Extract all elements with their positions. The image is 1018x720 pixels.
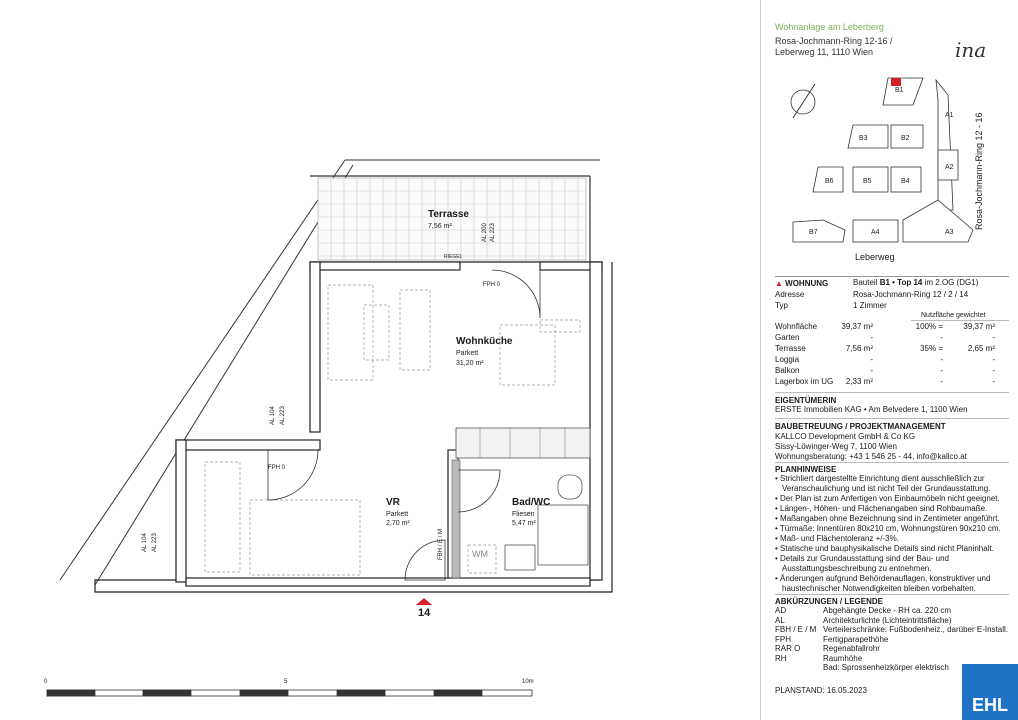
note-item: • Der Plan ist zum Anfertigen von Einbaumöbeln nicht geeignet.	[775, 494, 1000, 503]
notes-title: PLANHINWEISE	[775, 465, 837, 474]
note-item: • Maß- und Flächentoleranz +/-3%.	[775, 534, 899, 543]
legend-title: ABKÜRZUNGEN / LEGENDE	[775, 597, 884, 606]
weighted-header: Nutzfläche gewichtet	[921, 312, 986, 319]
svg-text:A1: A1	[945, 112, 954, 119]
room-terrace-name: Terrasse	[428, 209, 469, 220]
walls	[95, 262, 612, 592]
area-row-percent: -	[940, 366, 943, 375]
svg-text:B6: B6	[825, 178, 834, 185]
entry-arrow-icon	[416, 598, 432, 605]
doors	[268, 270, 540, 580]
legend-key: AD	[775, 606, 787, 615]
kitchen-counter	[456, 428, 590, 458]
legend-row	[775, 635, 1011, 645]
note-item: • Strichliert dargestellte Einrichtung dient ausschließlich zur Veranschaulichung und ist nicht Teil der Grundausstattung.	[775, 474, 991, 493]
scale-bar	[47, 690, 532, 696]
shower-icon	[538, 505, 588, 565]
room-vr-area: 2,70 m²	[386, 520, 410, 527]
area-row-weighted: -	[992, 333, 995, 342]
svg-text:B1: B1	[895, 87, 904, 94]
area-row-label: Garten	[775, 333, 800, 342]
legend-key: FPH	[775, 634, 791, 644]
note-item: • Änderungen aufgrund Behördenauflagen, konstruktiver und haustechnischer Notwendigkeiten bleiben vorbehalten.	[775, 574, 991, 593]
note-item: • Längen-, Höhen- und Flächenangaben sind Rohbaumaße.	[775, 504, 988, 513]
room-vr-material: Parkett	[386, 511, 409, 518]
legend-key: FBH / E / M	[775, 625, 817, 634]
legend-row	[775, 606, 1011, 616]
note-item: • Details zur Grundausstattung sind der Bau- und Ausstattungsbeschreibung zu entnehmen.	[775, 554, 950, 573]
address-label: Adresse	[775, 290, 805, 299]
area-row-label: Loggia	[775, 355, 800, 364]
svg-text:A2: A2	[945, 164, 954, 171]
svg-text:B2: B2	[901, 135, 910, 142]
area-row-weighted: 39,37 m²	[963, 322, 995, 331]
address-value: Rosa-Jochmann-Ring 12 / 2 / 14	[853, 290, 969, 299]
management-section	[775, 422, 1011, 462]
riegel-label: RIEGEL	[444, 254, 463, 260]
area-row-value: -	[870, 366, 873, 375]
legend-row	[775, 616, 1011, 626]
area-row-percent: -	[940, 377, 943, 386]
ina-logo: ina	[955, 38, 987, 62]
management-title: BAUBETREUUNG / PROJEKTMANAGEMENT	[775, 422, 946, 431]
legend-value: Fertigparapethöhe	[823, 634, 889, 644]
building-edge-diagonal	[60, 160, 345, 580]
note-item: • Türmaße: Innentüren 80x210 cm, Wohnungstüren 90x210 cm.	[775, 524, 1001, 533]
svg-text:A3: A3	[945, 229, 954, 236]
area-row-percent: -	[940, 355, 943, 364]
al-left-2: AL 223	[152, 533, 158, 552]
legend-section	[775, 597, 1011, 673]
plan-date: PLANSTAND: 16.05.2023	[775, 686, 867, 695]
legend-row	[775, 625, 1011, 635]
type-value: 1 Zimmer	[853, 301, 887, 310]
scale-mid: 5	[284, 679, 288, 685]
owner-text: ERSTE Immobilien KAG • Am Belvedere 1, 1100 Wien	[775, 405, 968, 414]
svg-text:A4: A4	[871, 229, 880, 236]
note-item: • Maßangaben ohne Bezeichnung sind in Zentimeter angeführt.	[775, 514, 1000, 523]
scale-start: 0	[44, 679, 48, 685]
legend-key	[775, 663, 823, 673]
area-row-weighted: -	[992, 355, 995, 364]
legend-value: Bad: Sprossenheizkörper elektrisch	[823, 663, 949, 672]
area-row-value: 7,56 m²	[845, 344, 873, 353]
project-address	[775, 36, 893, 58]
room-bath-material: Fliesen	[512, 511, 535, 518]
area-row-label: Wohnfläche	[775, 322, 818, 331]
area-row-value: 39,37 m²	[841, 322, 873, 331]
info-sidebar	[760, 0, 1018, 720]
room-kitchen-name: Wohnküche	[456, 336, 513, 347]
type-label: Typ	[775, 301, 788, 310]
area-row-label: Lagerbox im UG	[775, 377, 834, 386]
area-row-value: -	[870, 355, 873, 364]
ehl-logo: EHL	[962, 664, 1018, 720]
legend-value: Abgehängte Decke - RH ca. 220 cm	[823, 606, 952, 615]
unit-label: WOHNUNG	[785, 279, 829, 288]
al-mid-1: AL 104	[270, 406, 276, 425]
entry-number: 14	[418, 607, 431, 619]
area-row-label: Balkon	[775, 366, 800, 375]
legend-value: Architekturlichte (Lichteintrittsfläche)	[823, 615, 952, 625]
room-vr-name: VR	[386, 497, 400, 508]
wc-icon	[558, 475, 582, 499]
legend-value: Raumhöhe	[823, 653, 863, 663]
svg-text:B7: B7	[809, 229, 818, 236]
legend-key: RAR O	[775, 644, 801, 653]
legend-value: Verteilerschränke: Fußbodenheiz., darüber E-Install.	[823, 625, 1008, 634]
legend-row	[775, 644, 1011, 654]
owner-section	[775, 396, 1011, 414]
note-item: • Statische und bauphysikalische Details sind nicht Planinhalt.	[775, 544, 994, 553]
room-kitchen-area: 31,20 m²	[456, 360, 484, 367]
wm-label: WM	[472, 549, 488, 559]
legend-list	[775, 606, 1011, 673]
notes-section	[775, 465, 1011, 594]
warning-triangle-icon: ▲	[775, 279, 783, 288]
room-bath-name: Bad/WC	[512, 497, 551, 508]
al-terrace-2: AL 223	[490, 223, 496, 242]
area-row-percent: 35% =	[920, 344, 943, 353]
legend-key: RH	[775, 653, 787, 663]
al-mid-2: AL 223	[280, 406, 286, 425]
management-line2: Sissy-Löwinger-Weg 7, 1100 Wien	[775, 442, 897, 451]
svg-text:B3: B3	[859, 135, 868, 142]
project-address-line1: Rosa-Jochmann-Ring 12-16 /	[775, 36, 893, 46]
area-row-weighted: 2,65 m²	[967, 344, 995, 353]
room-terrace-area: 7,56 m²	[428, 223, 452, 230]
unit-bauteil: Bauteil B1 • Top 14 im 2.OG (DG1)	[853, 278, 979, 287]
area-row-value: -	[870, 333, 873, 342]
management-line3: Wohnungsberatung: +43 1 546 25 - 44, info@kallco.at	[775, 452, 967, 461]
room-bath-area: 5,47 m²	[512, 520, 536, 527]
legend-value: Regenabfallrohr	[823, 644, 880, 653]
svg-text:B4: B4	[901, 178, 910, 185]
fbh-label: FBH / E / M	[438, 528, 444, 560]
management-line1: KALLCO Development GmbH & Co KG	[775, 432, 916, 441]
room-kitchen-material: Parkett	[456, 350, 479, 357]
area-row-percent: 100% =	[915, 322, 943, 331]
project-address-line2: Leberweg 11, 1110 Wien	[775, 47, 874, 57]
area-row-weighted: -	[992, 366, 995, 375]
al-terrace-1: AL 200	[482, 223, 488, 242]
legend-key: AL	[775, 615, 785, 625]
area-row-value: 2,33 m²	[845, 377, 873, 386]
svg-text:B5: B5	[863, 178, 872, 185]
fph-label-top: FPH 0	[483, 282, 501, 288]
sink-icon	[505, 545, 535, 570]
area-row-label: Terrasse	[775, 344, 806, 353]
site-street-bottom: Leberweg	[855, 252, 895, 262]
scale-end: 10m	[522, 679, 534, 685]
area-row-weighted: -	[992, 377, 995, 386]
site-street-right: Rosa-Jochmann-Ring 12 - 16	[974, 112, 984, 230]
project-name: Wohnanlage am Leberberg	[775, 22, 884, 32]
fph-label-left: FPH 0	[268, 465, 286, 471]
area-row-percent: -	[940, 333, 943, 342]
notes-list	[775, 474, 1011, 594]
al-left-1: AL 104	[142, 533, 148, 552]
owner-title: EIGENTÜMERIN	[775, 396, 837, 405]
legend-row	[775, 654, 1011, 664]
unit-highlight	[891, 78, 901, 86]
